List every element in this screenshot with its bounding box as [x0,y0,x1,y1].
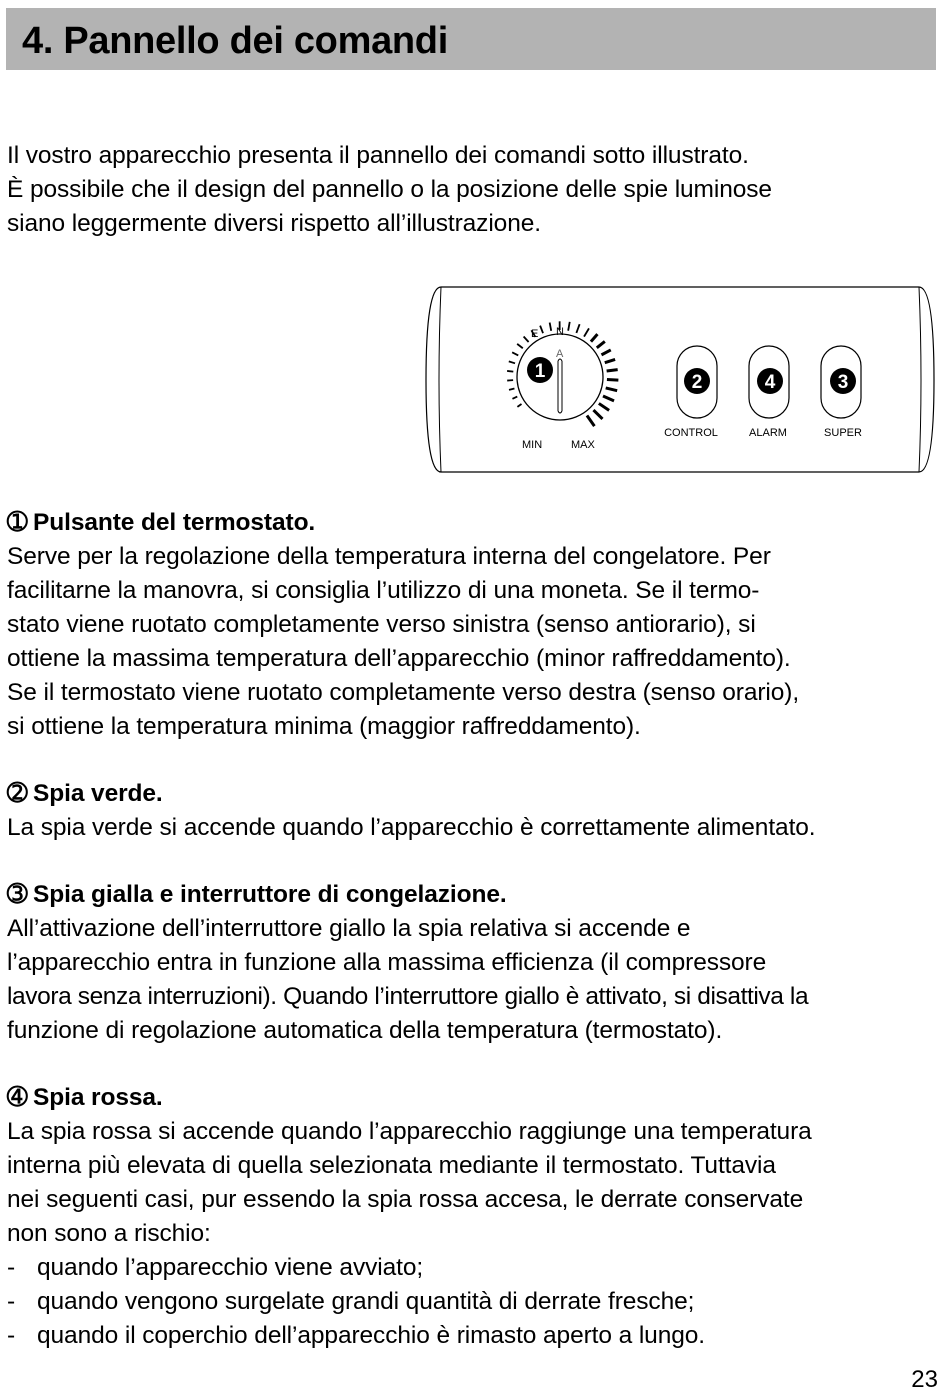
intro-line: siano leggermente diversi rispetto all’illustrazione. [7,210,541,237]
alarm-label: ALARM [749,427,787,439]
section-symbol: ➀ [7,509,28,536]
bullet-text: quando vengono surgelate grandi quantità di derrate fresche; [37,1288,695,1315]
page-number: 23 [911,1366,938,1393]
section-symbol: ➂ [7,881,28,908]
section-symbol: ➁ [7,780,28,807]
section-line: si ottiene la temperatura minima (maggior raffreddamento). [7,713,641,740]
dial-tick [607,380,618,381]
list-item [7,1285,942,1319]
alarm-light-button[interactable] [749,346,789,418]
dial-mark-n: N [556,326,564,338]
min-label: MIN [522,439,543,451]
section-heading [7,777,942,811]
control-light-button[interactable] [677,346,717,418]
intro-line: Il vostro apparecchio presenta il pannello dei comandi sotto illustrato. [7,142,749,169]
section-heading [7,506,942,540]
section-line: l’apparecchio entra in funzione alla massima efficienza (il compressore [7,949,767,976]
section-title: Spia gialla e interruttore di congelazione. [33,881,507,908]
section-line: Serve per la regolazione della temperatura interna del congelatore. Per [7,543,771,570]
section-green-light [7,777,942,845]
alarm-number: 4 [764,372,776,393]
bullet-marker: - [7,1288,16,1315]
super-label: SUPER [824,427,862,439]
control-number: 2 [691,372,703,393]
section-red-light [7,1081,942,1353]
section-line: interna più elevata di quella selezionata mediante il termostato. Tuttavia [7,1152,776,1179]
section-line: non sono a rischio: [7,1220,211,1247]
header-bar [6,8,936,70]
dial-number: 1 [534,361,546,382]
dial-tick [507,371,513,372]
control-panel-illustration [423,285,937,475]
section-title: Spia verde. [33,780,163,807]
section-line: La spia rossa si accende quando l’apparecchio raggiunge una temperatura [7,1118,812,1145]
section-line: All’attivazione dell’interruttore giallo la spia relativa si accende e [7,915,691,942]
section-line: La spia verde si accende quando l’apparecchio è correttamente alimentato. [7,814,816,841]
dial-mark-a: A [556,348,564,360]
bullet-marker: - [7,1254,16,1281]
bullet-text: quando il coperchio dell’apparecchio è rimasto aperto a lungo. [37,1322,705,1349]
control-label: CONTROL [664,427,718,439]
section-title: Spia rossa. [33,1084,163,1111]
list-item [7,1319,942,1353]
bullet-marker: - [7,1322,16,1349]
max-label: MAX [571,439,595,451]
section-title: Pulsante del termostato. [33,509,316,536]
super-switch-button[interactable] [821,346,861,418]
section-symbol: ➃ [7,1084,28,1111]
page-title: 4. Pannello dei comandi [22,20,448,62]
section-heading [7,878,942,912]
section-line: Se il termostato viene ruotato completamente verso destra (senso orario), [7,679,800,706]
section-heading [7,1081,942,1115]
section-yellow-light [7,878,942,1048]
section-line: lavora senza interruzioni). Quando l’interruttore giallo è attivato, si disattiva la [7,983,809,1010]
bullet-text: quando l’apparecchio viene avviato; [37,1254,424,1281]
intro-line: È possibile che il design del pannello o la posizione delle spie luminose [7,176,772,203]
dial-mark-e: E [531,328,539,340]
section-line: ottiene la massima temperatura dell’apparecchio (minor raffreddamento). [7,645,791,672]
intro-paragraph [7,139,942,241]
section-line: facilitarne la manovra, si consiglia l’utilizzo di una moneta. Se il termo- [7,577,760,604]
dial-tick [607,370,618,371]
section-line: stato viene ruotato completamente verso sinistra (senso antiorario), si [7,611,756,638]
list-item [7,1251,942,1285]
section-thermostat [7,506,942,744]
super-number: 3 [837,372,849,393]
section-line: nei seguenti casi, pur essendo la spia rossa accesa, le derrate conservate [7,1186,804,1213]
section-line: funzione di regolazione automatica della temperatura (termostato). [7,1017,723,1044]
